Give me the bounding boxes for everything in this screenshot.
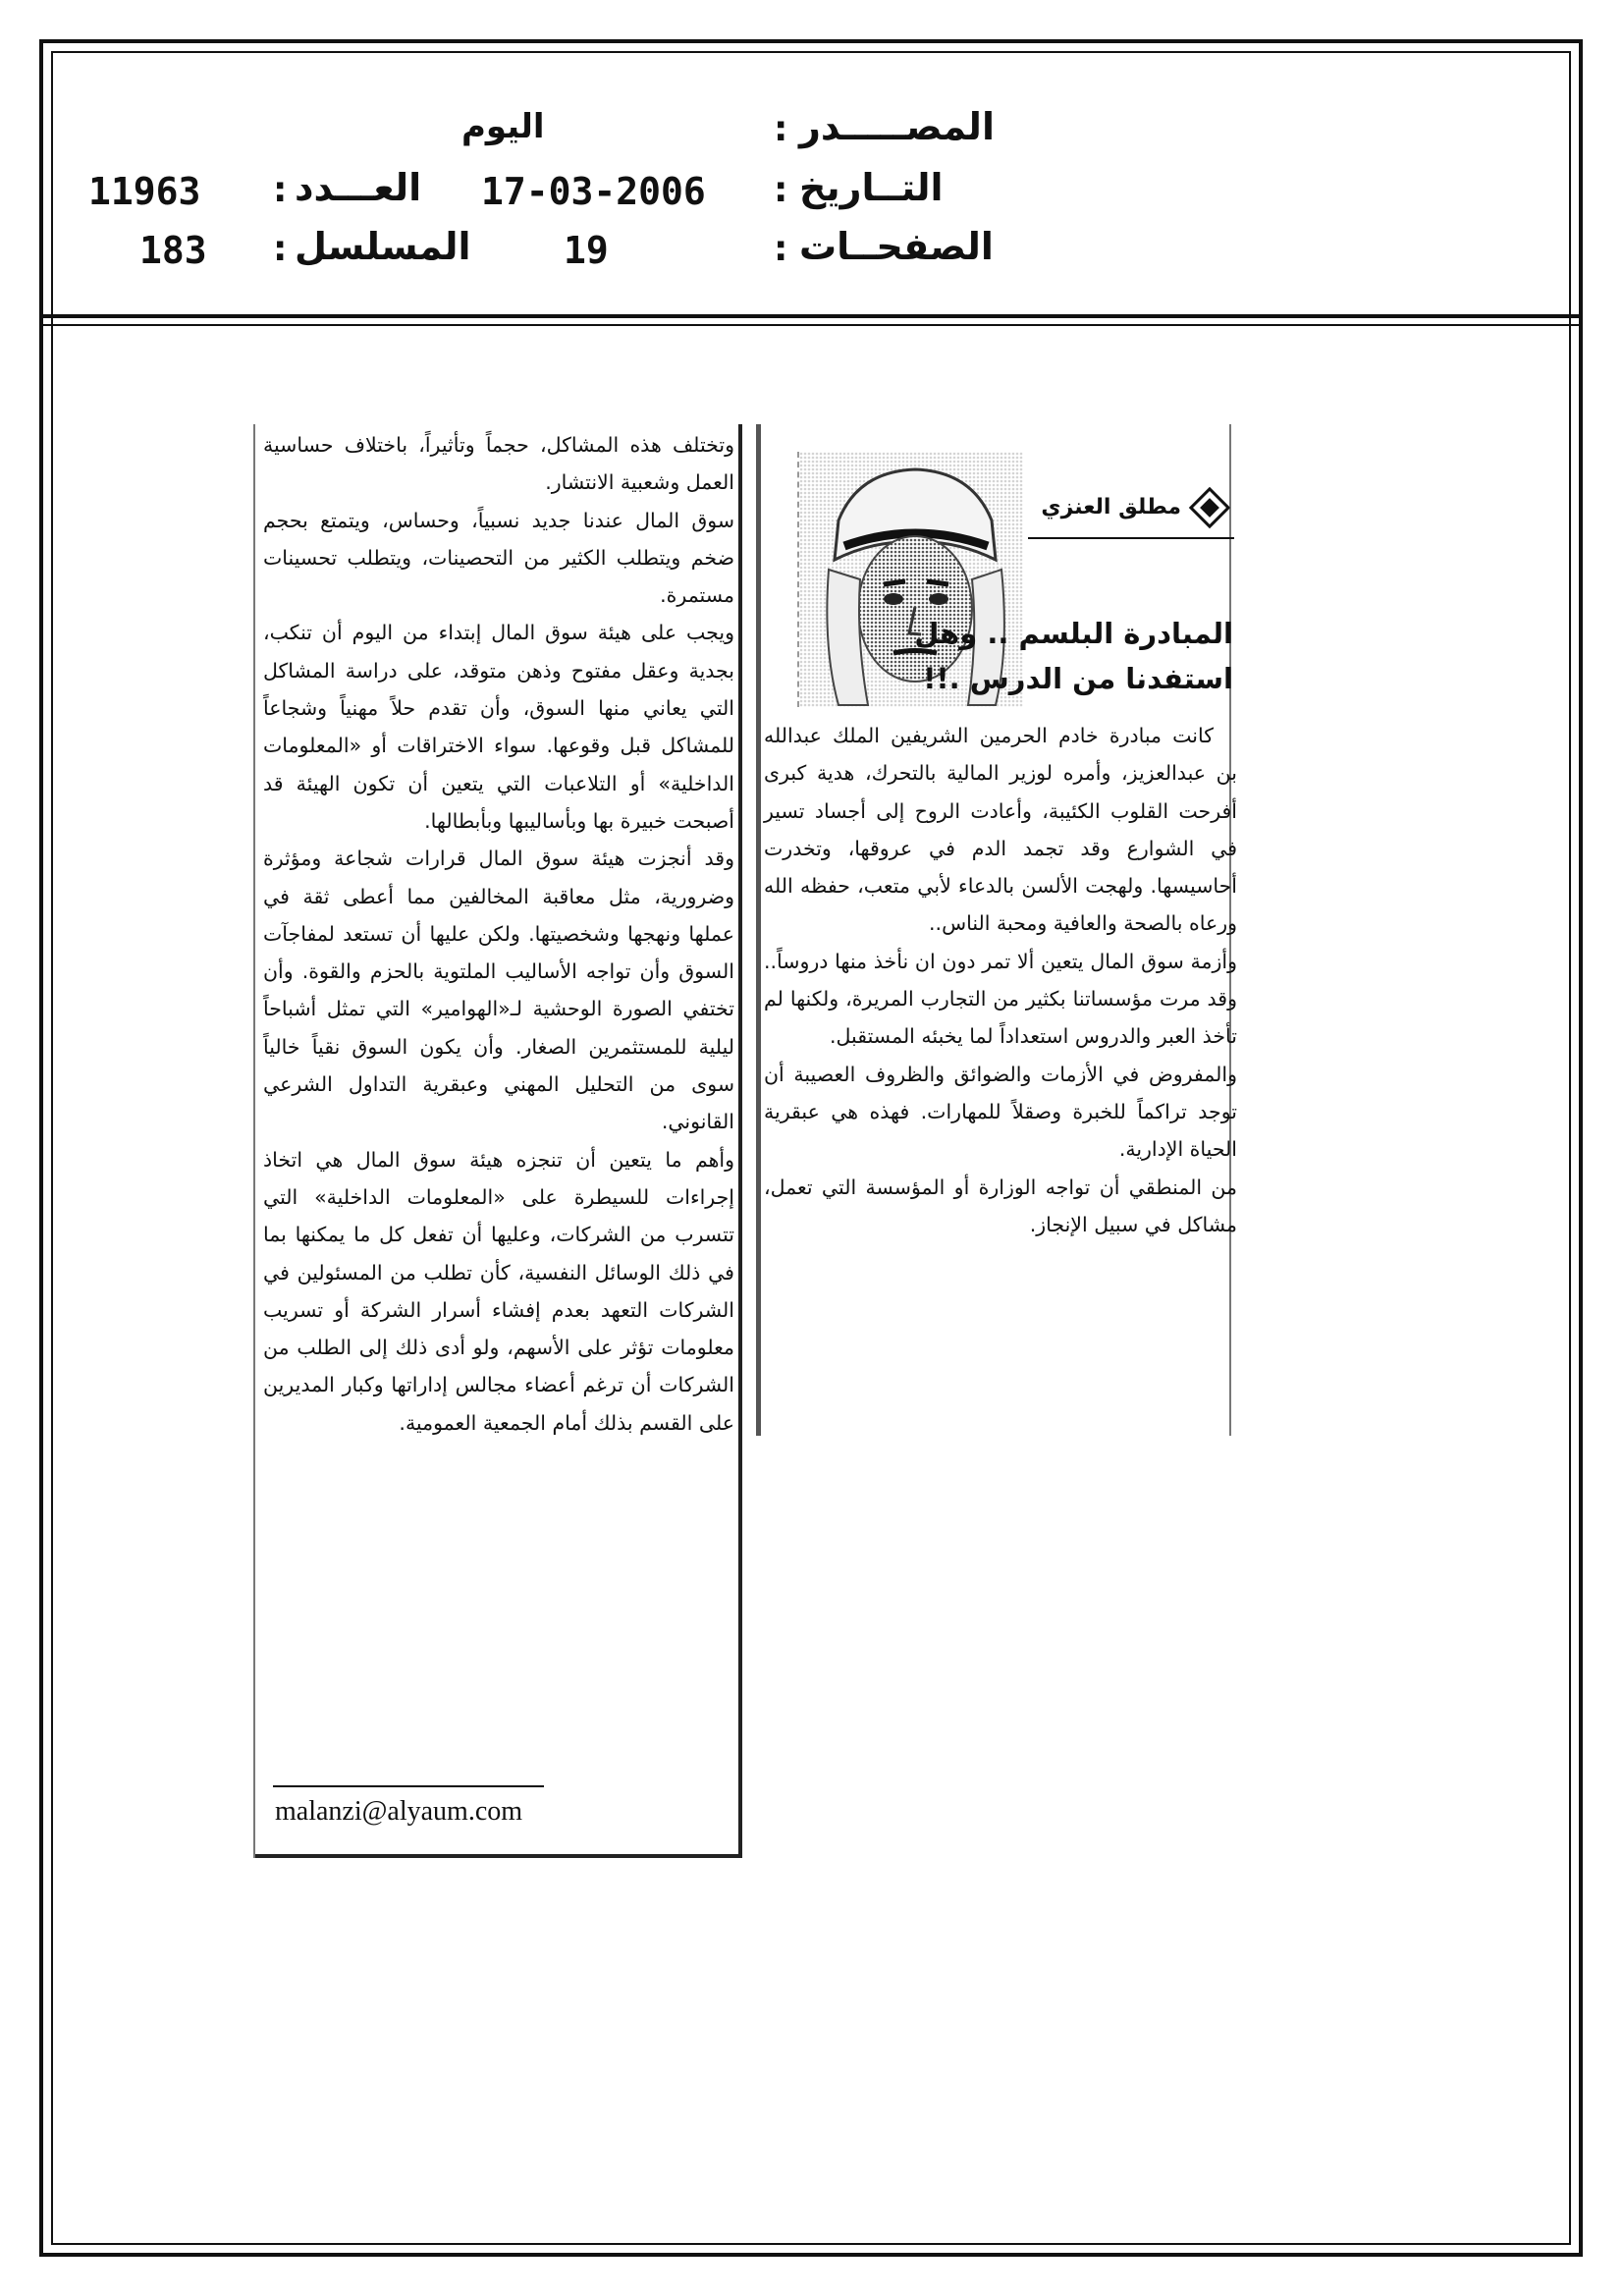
signature-rule — [273, 1785, 544, 1787]
right-paragraph-2: وأزمة سوق المال يتعين ألا تمر دون ان نأخذ منها دروساً.. وقد مرت مؤسساتنا بكثير من التجارب المريرة، ولكنها لم تأخذ العبر والدروس استعداداً لما يخبئه المستقبل. — [764, 949, 1237, 1049]
right-paragraph-1: كانت مبادرة خادم الحرمين الشريفين الملك عبدالله بن عبدالعزيز، وأمره لوزير المالية بالتحرك، هدية كبرى أفرحت القلوب الكئيبة، وأعادت الروح إلى أجساد تسير في الشوارع وقد تجمد الدم في عروقها، وتخدرت أحاسيسها. ولهجت الألسن بالدعاء لأبي متعب، حفظه الله ورعاه بالصحة والعافية ومحبة الناس.. — [764, 724, 1237, 936]
author-name: مطلق العنزي — [1041, 495, 1181, 519]
serial-label: المسلسل — [295, 225, 471, 268]
right-paragraph-4: من المنطقي أن تواجه الوزارة أو المؤسسة التي تعمل، مشاكل في سبيل الإنجاز. — [764, 1175, 1237, 1236]
date-value: 17-03-2006 — [481, 170, 706, 213]
date-label: التــاريخ — [799, 166, 944, 209]
serial-value: 183 — [139, 229, 207, 272]
source-label: المصـــــدر — [799, 105, 995, 148]
article-right-column — [764, 717, 1237, 1243]
pages-value: 19 — [564, 229, 609, 272]
headline-line-2: استفدنا من الدرس .!! — [923, 662, 1233, 695]
source-value: اليوم — [461, 107, 545, 146]
pages-label: الصفحــات — [799, 225, 994, 268]
serial-colon: : — [273, 229, 288, 269]
author-email: malanzi@alyaum.com — [275, 1796, 523, 1827]
left-paragraph-4: وقد أنجزت هيئة سوق المال قرارات شجاعة ومؤثرة وضرورية، مثل معاقبة المخالفين مما أعطى ثقة في عملها ونهجها وشخصيتها. ولكن عليها أن تستعد لمفاجآت السوق وأن تواجه الأساليب الملتوية بالحزم والقوة. وأن تختفي الصورة الوحشية لـ«الهوامير» التي تمثل أشباحاً ليلية للمستثمرين الصغار. وأن يكون السوق نقياً خالياً سوى من التحليل المهني وعبقرية التداول الشرعي القانوني. — [263, 847, 734, 1134]
pages-colon: : — [774, 229, 788, 269]
article-left-column — [263, 426, 734, 1442]
author-rule — [1028, 537, 1234, 539]
article-headline — [914, 611, 1233, 701]
right-paragraph-3: والمفروض في الأزمات والضوائق والظروف العصيبة أن توجد تراكماً للخبرة وصقلاً للمهارات. فهذه هي عبقرية الحياة الإدارية. — [764, 1062, 1237, 1162]
headline-line-1: المبادرة البلسم .. وهل — [914, 617, 1233, 650]
date-colon: : — [774, 170, 788, 210]
left-column-rule — [253, 424, 255, 1858]
issue-label: العـــدد — [295, 166, 422, 209]
issue-value: 11963 — [88, 170, 201, 213]
left-paragraph-5: وأهم ما يتعين أن تنجزه هيئة سوق المال هي اتخاذ إجراءات للسيطرة على «المعلومات الداخلية» التي تتسرب من الشركات، وعليها أن تفعل كل ما يمكنها بما في ذلك الوسائل النفسية، كأن تطلب من المسئولين في الشركات التعهد بعدم إفشاء أسرار الشركة أو تسريب معلومات تؤثر على الأسهم، ولو أدى ذلك إلى الطلب من الشركات أن ترغم أعضاء مجالس إداراتها وكبار المديرين على القسم بذلك أمام الجمعية العمومية. — [263, 1147, 734, 1435]
header-divider — [39, 314, 1583, 318]
header-divider-thin — [39, 324, 1583, 326]
left-paragraph-3: ويجب على هيئة سوق المال إبتداء من اليوم أن تنكب، بجدية وعقل مفتوح وذهن متوقد، على دراسة المشاكل التي يعاني منها السوق، وأن تقدم حلاً مهنياً وشجاعاً للمشاكل قبل وقوعها. سواء الاختراقات أو «المعلومات الداخلية» أو التلاعبات التي يتعين أن تكون الهيئة قد أصبحت خبيرة بها وبأساليبها وبأبطالها. — [263, 621, 734, 833]
author-bar — [1026, 483, 1232, 540]
right-column-rule — [756, 424, 761, 1436]
left-paragraph-1: وتختلف هذه المشاكل، حجماً وتأثيراً، باختلاف حساسية العمل وشعبية الانتشار. — [263, 433, 734, 495]
left-paragraph-2: سوق المال عندنا جديد نسبياً، وحساس، ويتمتع بحجم ضخم ويتطلب الكثير من التحصينات، ويتطلب تحسينات مستمرة. — [263, 508, 734, 608]
source-colon: : — [774, 109, 788, 149]
issue-colon: : — [273, 170, 288, 210]
